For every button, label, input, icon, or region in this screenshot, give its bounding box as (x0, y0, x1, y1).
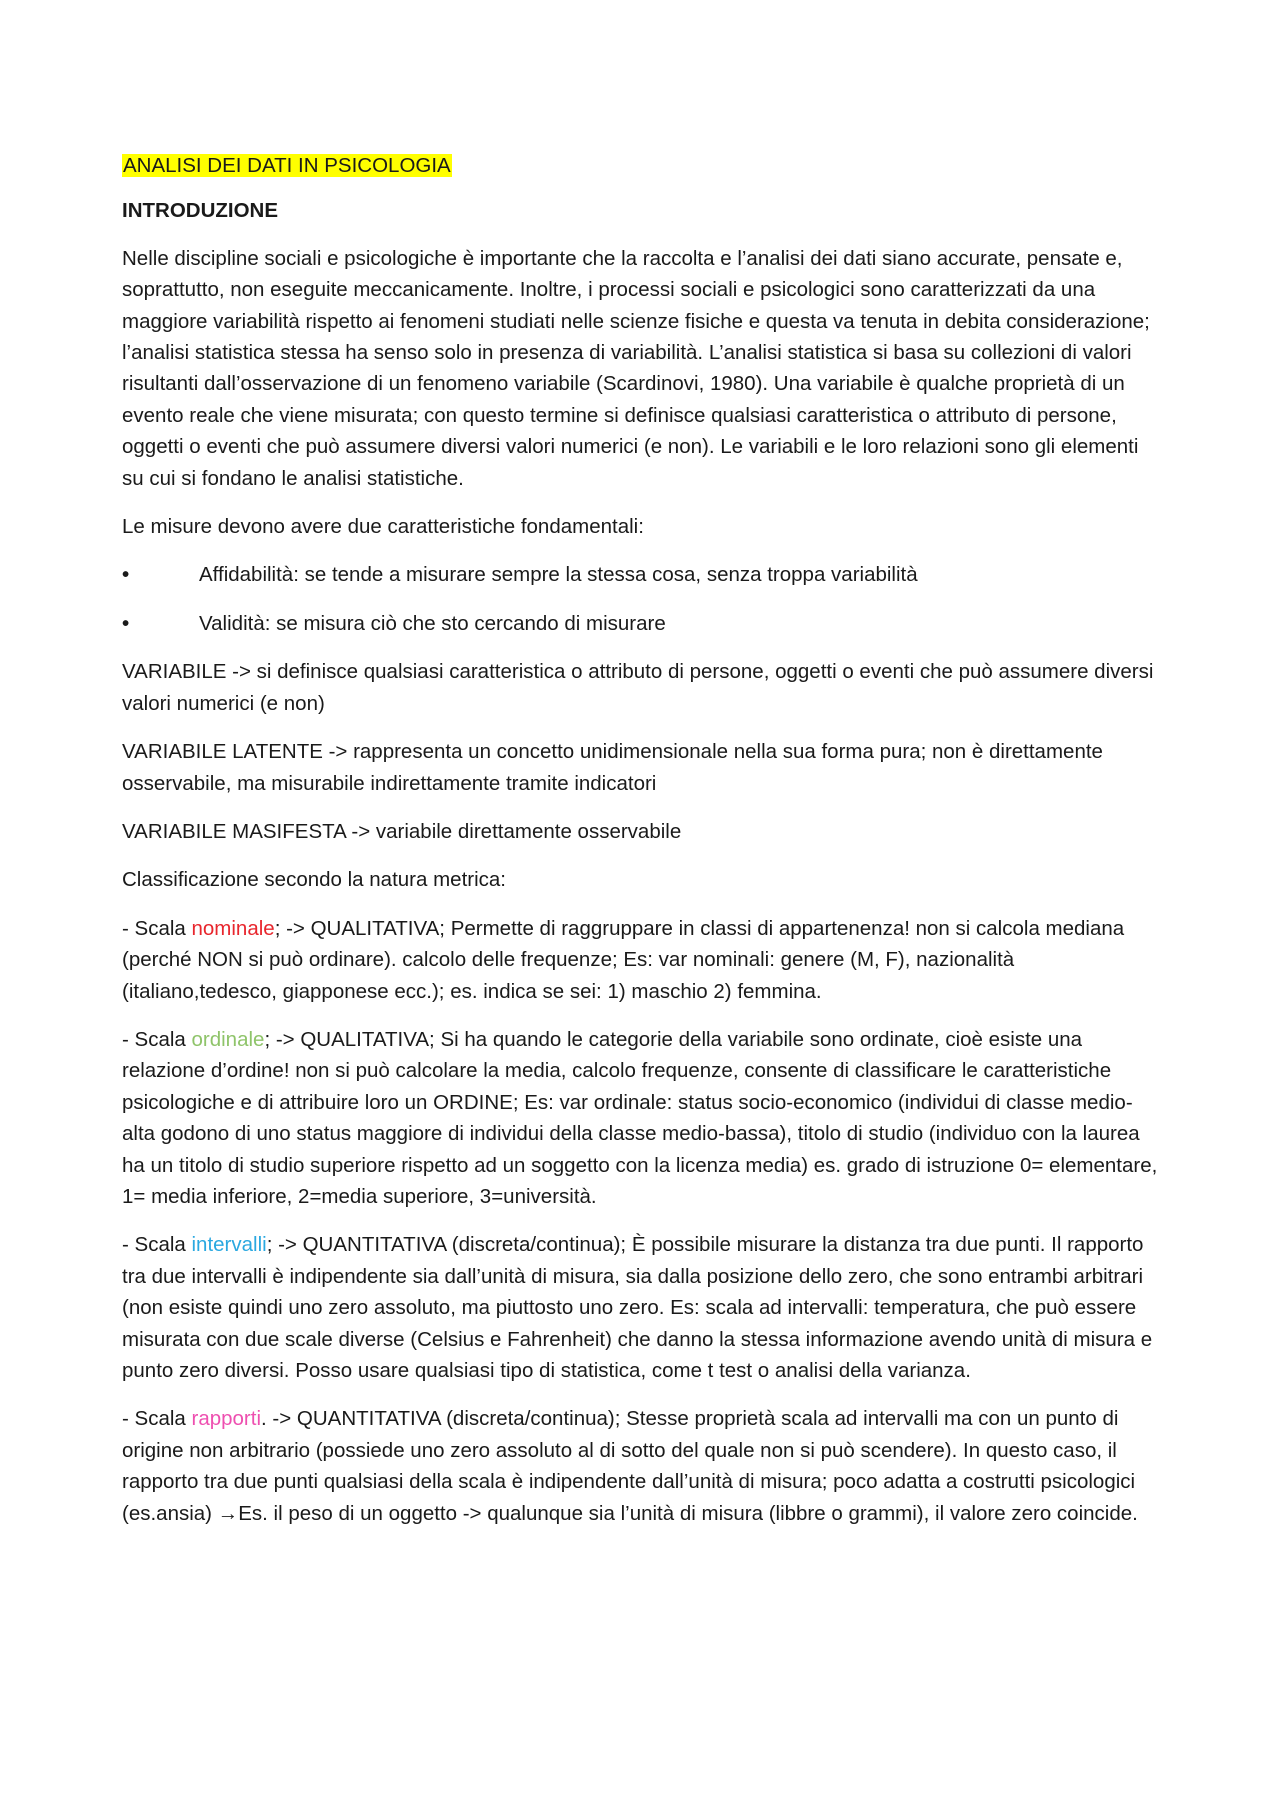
bullet-text: Validità: se misura ciò che sto cercando di misurare (199, 611, 666, 635)
definition-variabile-manifesta: VARIABILE MASIFESTA -> variabile direttamente osservabile (122, 819, 682, 843)
bullet-validita (122, 608, 1160, 639)
bullet-text: Affidabilità: se tende a misurare sempre la stessa cosa, senza troppa variabilità (199, 563, 918, 587)
scale-prefix: - Scala (122, 1233, 192, 1257)
scale-prefix: - Scala (122, 1027, 192, 1051)
keyword-intervalli: intervalli (191, 1233, 267, 1257)
intro-paragraph: Nelle discipline sociali e psicologiche è importante che la raccolta e l’analisi dei dati siano accurate, pensate e, soprattutto, non eseguite meccanicamente. Inoltre, i processi sociali e psicologici sono caratterizzati da una maggiore variabilità rispetto ai fenomeni studiati nelle scienze fisiche e questa va tenuta in debita considerazione; l’analisi statistica stessa ha senso solo in presenza di variabilità. L’analisi statistica si basa su collezioni di valori risultanti dall’osservazione di un fenomeno variabile (Scardinovi, 1980). Una variabile è qualche proprietà di un evento reale che viene misurata; con questo termine si definisce qualsiasi caratteristica o attributo di persone, oggetti o eventi che può assumere diversi valori numerici (e non). Le variabili e le loro relazioni sono gli elementi su cui si fondano le analisi statistiche. (122, 246, 1150, 490)
scale-description: ; -> QUALITATIVA; Permette di raggruppare in classi di appartenenza! non si calcola mediana (perché NON si può ordinare). calcolo delle frequenze; Es: var nominali: genere (M, F), nazionalità (italiano,tedesco, giapponese ecc.); es. indica se sei: 1) maschio 2) femmina. (122, 916, 1125, 1003)
keyword-rapporti: rapporti (191, 1407, 262, 1431)
scale-description: . -> QUANTITATIVA (discreta/continua); Stesse proprietà scala ad intervalli ma con un punto di origine non arbitrario (possiede uno zero assoluto al di sotto del quale non si può scendere). In questo caso, il rapporto tra due punti qualsiasi della scala è indipendente dall’unità di misura; poco adatta a costrutti psicologici (es.ansia) (122, 1407, 1136, 1525)
highlighted-title: ANALISI DEI DATI IN PSICOLOGIA (123, 154, 451, 177)
bullet-icon: • (122, 611, 130, 635)
classification-intro: Classificazione secondo la natura metrica: (122, 868, 506, 892)
section-heading: INTRODUZIONE (122, 199, 279, 223)
keyword-ordinale: ordinale (191, 1027, 265, 1051)
scale-intervalli (122, 1229, 1160, 1386)
keyword-nominale: nominale (191, 916, 275, 940)
scale-description-continued: Es. il peso di un oggetto -> qualunque sia l’unità di misura (libbre o grammi), il valore zero coincide. (238, 1501, 1138, 1525)
document-title (122, 150, 1160, 181)
definition-variabile: VARIABILE -> si definisce qualsiasi caratteristica o attributo di persone, oggetti o eventi che può assumere diversi valori numerici (e non) (122, 660, 1154, 715)
bullet-icon: • (122, 563, 130, 587)
right-arrow-icon: → (217, 1501, 239, 1525)
definition-variabile-latente: VARIABILE LATENTE -> rappresenta un concetto unidimensionale nella sua forma pura; non è direttamente osservabile, ma misurabile indirettamente tramite indicatori (122, 740, 1103, 795)
scale-description: ; -> QUANTITATIVA (discreta/continua); È possibile misurare la distanza tra due punti. Il rapporto tra due intervalli è indipendente sia dall’unità di misura, sia dalla posizione dello zero, che sono entrambi arbitrari (non esiste quindi uno zero assoluto, ma piuttosto uno zero. Es: scala ad intervalli: temperatura, che può essere misurata con due scale diverse (Celsius e Fahrenheit) che danno la stessa informazione avendo unità di misura e punto zero diversi. Posso usare qualsiasi tipo di statistica, come t test o analisi della varianza. (122, 1233, 1153, 1382)
scale-prefix: - Scala (122, 1407, 192, 1431)
scale-rapporti (122, 1403, 1160, 1529)
scale-prefix: - Scala (122, 916, 192, 940)
scale-description: ; -> QUALITATIVA; Si ha quando le categorie della variabile sono ordinate, cioè esiste una relazione d’ordine! non si può calcolare la media, calcolo frequenze, consente di classificare le caratteristiche psicologiche e di attribuire loro un ORDINE; Es: var ordinale: status socio-economico (individui di classe medio-alta godono di uno status maggiore di individui della classe medio-bassa), titolo di studio (individuo con la laurea ha un titolo di studio superiore rispetto ad un soggetto con la licenza media) es. grado di istruzione 0= elementare, 1= media inferiore, 2=media superiore, 3=università. (122, 1027, 1158, 1208)
scale-ordinale (122, 1024, 1160, 1212)
measures-intro: Le misure devono avere due caratteristiche fondamentali: (122, 515, 644, 539)
scale-nominale (122, 913, 1160, 1007)
bullet-affidabilita (122, 559, 1160, 590)
